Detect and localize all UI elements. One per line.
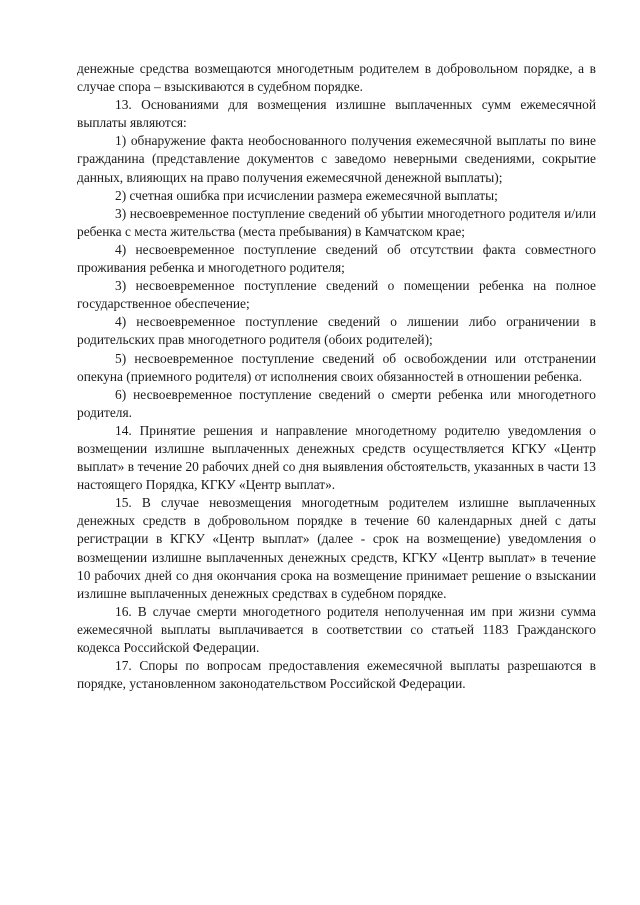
paragraph-17: 17. Споры по вопросам предоставления ежемесячной выплаты разрешаются в порядке, установленном законодательством Российской Федерации. [77,658,596,692]
paragraph-13: 13. Основаниями для возмещения излишне выплаченных сумм ежемесячной выплаты являются: [77,97,596,131]
paragraph-13-item-5: 5) несвоевременное поступление сведений об освобождении или отстранении опекуна (приемного родителя) от исполнения своих обязанностей в отношении ребенка. [77,350,596,384]
paragraph-13-item-3b: 3) несвоевременное поступление сведений о помещении ребенка на полное государственное обеспечение; [77,278,596,312]
document-body [77,60,596,693]
paragraph-13-item-1: 1) обнаружение факта необоснованного получения ежемесячной выплаты по вине гражданина (представление документов с заведомо неверными сведениями, сокрытие данных, влияющих на право получения ежемесячной денежной выплаты); [77,133,596,185]
paragraph-13-item-4: 4) несвоевременное поступление сведений об отсутствии факта совместного проживания ребенка и многодетного родителя; [77,241,596,276]
paragraph-13-item-2: 2) счетная ошибка при исчислении размера ежемесячной выплаты; [115,187,498,203]
paragraph-13-item-4b: 4) несвоевременное поступление сведений о лишении либо ограничении в родительских прав многодетного родителя (обоих родителей); [77,314,596,348]
paragraph-continuation: денежные средства возмещаются многодетным родителем в добровольном порядке, а в случае спора – взыскиваются в судебном порядке. [77,61,596,95]
paragraph-13-item-6: 6) несвоевременное поступление сведений о смерти ребенка или многодетного родителя. [77,386,596,420]
paragraph-15: 15. В случае невозмещения многодетным родителем излишне выплаченных денежных средств в добровольном порядке в течение 60 календарных дней с даты регистрации в КГКУ «Центр выплат» (далее - срок на возмещение) уведомления о возмещении излишне выплаченных денежных средств, КГКУ «Центр выплат» в течение 10 рабочих дней со дня окончания срока на возмещение принимает решение о взыскании излишне выплаченных денежных средствах в судебном порядке. [77,495,596,601]
paragraph-16: 16. В случае смерти многодетного родителя неполученная им при жизни сумма ежемесячной выплаты выплачивается в соответствии со статьей 1183 Гражданского кодекса Российской Федерации. [77,603,596,655]
paragraph-14: 14. Принятие решения и направление многодетному родителю уведомления о возмещении излишне выплаченных денежных средств осуществляется КГКУ «Центр выплат» в течение 20 рабочих дней со дня выявления обстоятельств, указанных в части 13 настоящего Порядка, КГКУ «Центр выплат». [77,422,596,493]
paragraph-13-item-3: 3) несвоевременное поступление сведений об убытии многодетного родителя и/или ребенка с места жительства (места пребывания) в Камчатском крае; [77,205,596,239]
